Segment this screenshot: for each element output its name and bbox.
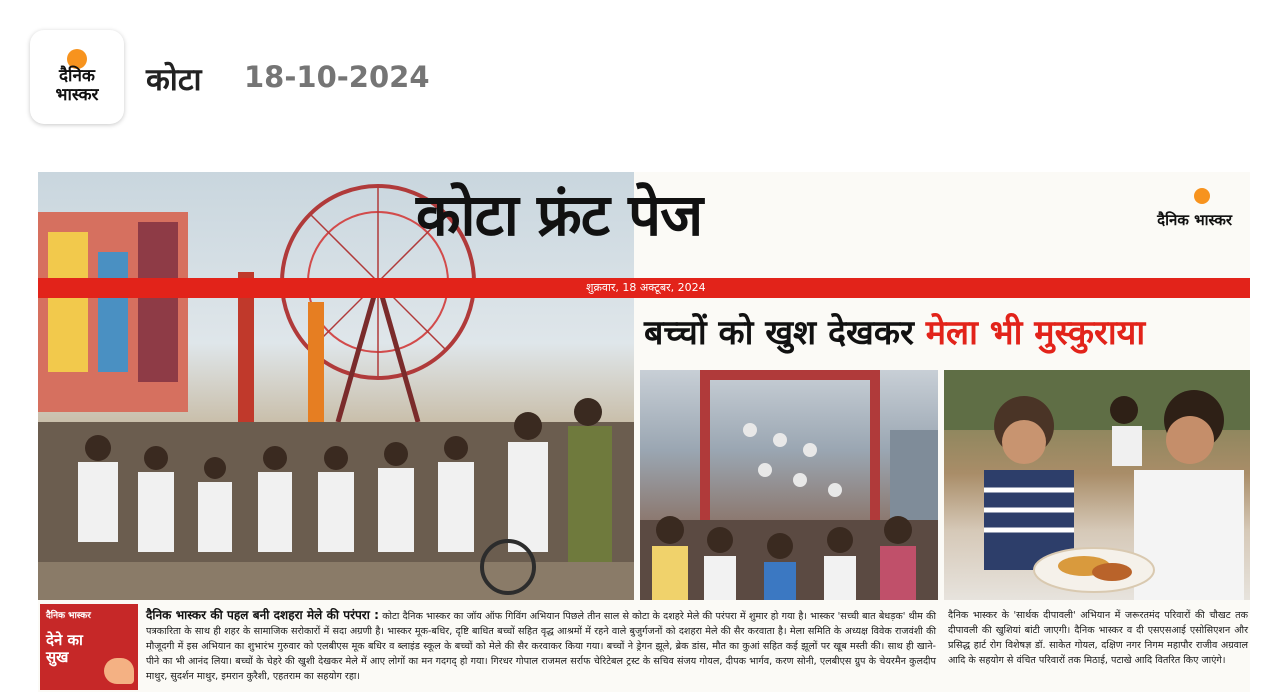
campaign-promo (40, 604, 138, 690)
photo-children-eating-illustration (944, 370, 1250, 600)
newspaper-logo[interactable] (30, 30, 124, 124)
promo-brand: दैनिक भास्कर (46, 611, 91, 621)
main-story-title: दैनिक भास्कर की पहल बनी दशहरा मेले की परंपरा : (146, 608, 379, 622)
dateline: शुक्रवार, 18 अक्टूबर, 2024 (586, 281, 706, 294)
edition-date: 18-10-2024 (244, 60, 430, 94)
photo-children-ride (640, 370, 938, 600)
photo-children-ride-illustration (640, 370, 938, 600)
logo-line-1: दैनिक (59, 66, 95, 86)
story-headline (644, 310, 1145, 356)
headline-part-red: मेला भी मुस्कुराया (925, 313, 1146, 353)
hand-icon (104, 658, 134, 684)
epaper-page[interactable] (38, 172, 1250, 692)
main-story (146, 608, 936, 684)
sun-icon (1194, 188, 1210, 204)
page-title: कोटा फ्रंट पेज (416, 181, 703, 249)
edition-city: कोटा (146, 62, 202, 98)
headline-part-black: बच्चों को खुश देखकर (644, 313, 914, 353)
logo-line-2: भास्कर (55, 85, 99, 105)
side-story: दैनिक भास्कर के 'सार्थक दीपावली' अभियान में जरूरतमंद परिवारों की चौखट तक दीपावली की खुशियां बांटी जाएगी। दैनिक भास्कर व दी एसएसआई एसोसिएशन और प्रसिद्ध हार्ट रोग विशेषज्ञ डॉ. साकेत गोयल, दक्षिण नगर निगम महापौर राजीव अग्रवाल आदि के सहयोग से वंचित परिवारों तक मिठाई, पटाखे आदि वितरित किए जाएंगे। (948, 610, 1248, 666)
promo-tagline: देने का सुख (46, 631, 83, 666)
main-story-body: कोटा दैनिक भास्कर का जॉय ऑफ गिविंग अभियान पिछले तीन साल से कोटा के दशहरे मेले की परंपरा में शुमार हो गया है। भास्कर 'सच्ची बात बेधड़क' थीम की पत्रकारिता के साथ ही शहर के सामाजिक सरोकारों में सदा अग्रणी है। भास्कर मूक-बधिर, दृष्टि बाधित बच्चों सहित वृद्ध आश्रमों में रहने वाले बुजुर्गजनों को दशहरा मेले की सैर करवाता है। मेला समिति के अध्यक्ष विवेक राजवंशी की मौजूदगी में इस अभियान का शुभारंभ गुरुवार को एलबीएस मूक बधिर व ब्लाइंड स्कूल के बच्चों को मेले की सैर करवाकर किया गया। बच्चों ने ड्रेगन झूले, ब्रेक डांस, मौत का कुआं सहित कई झूलों पर खूब मस्ती की। साथ ही खाने-पीने का भी आनंद लिया। बच्चों के चेहरे की खुशी देखकर मेले में आए लोगों का मन गदगद् हो गया। गिरधर गोपाल राजमल सर्राफ चेरिटेबल ट्रस्ट के सचिव संजय गोयल, दीपक भार्गव, करण सोनी, एलबीएस ग्रुप के चेयरमैन कुलदीप माथुर, सुदर्शन माथुर, इमरान कुरैशी, एहतराम का सहयोग रहा। (146, 611, 936, 682)
photo-children-eating (944, 370, 1250, 600)
brand-name: दैनिक भास्कर (1157, 211, 1232, 229)
bottom-strip (38, 604, 1250, 692)
